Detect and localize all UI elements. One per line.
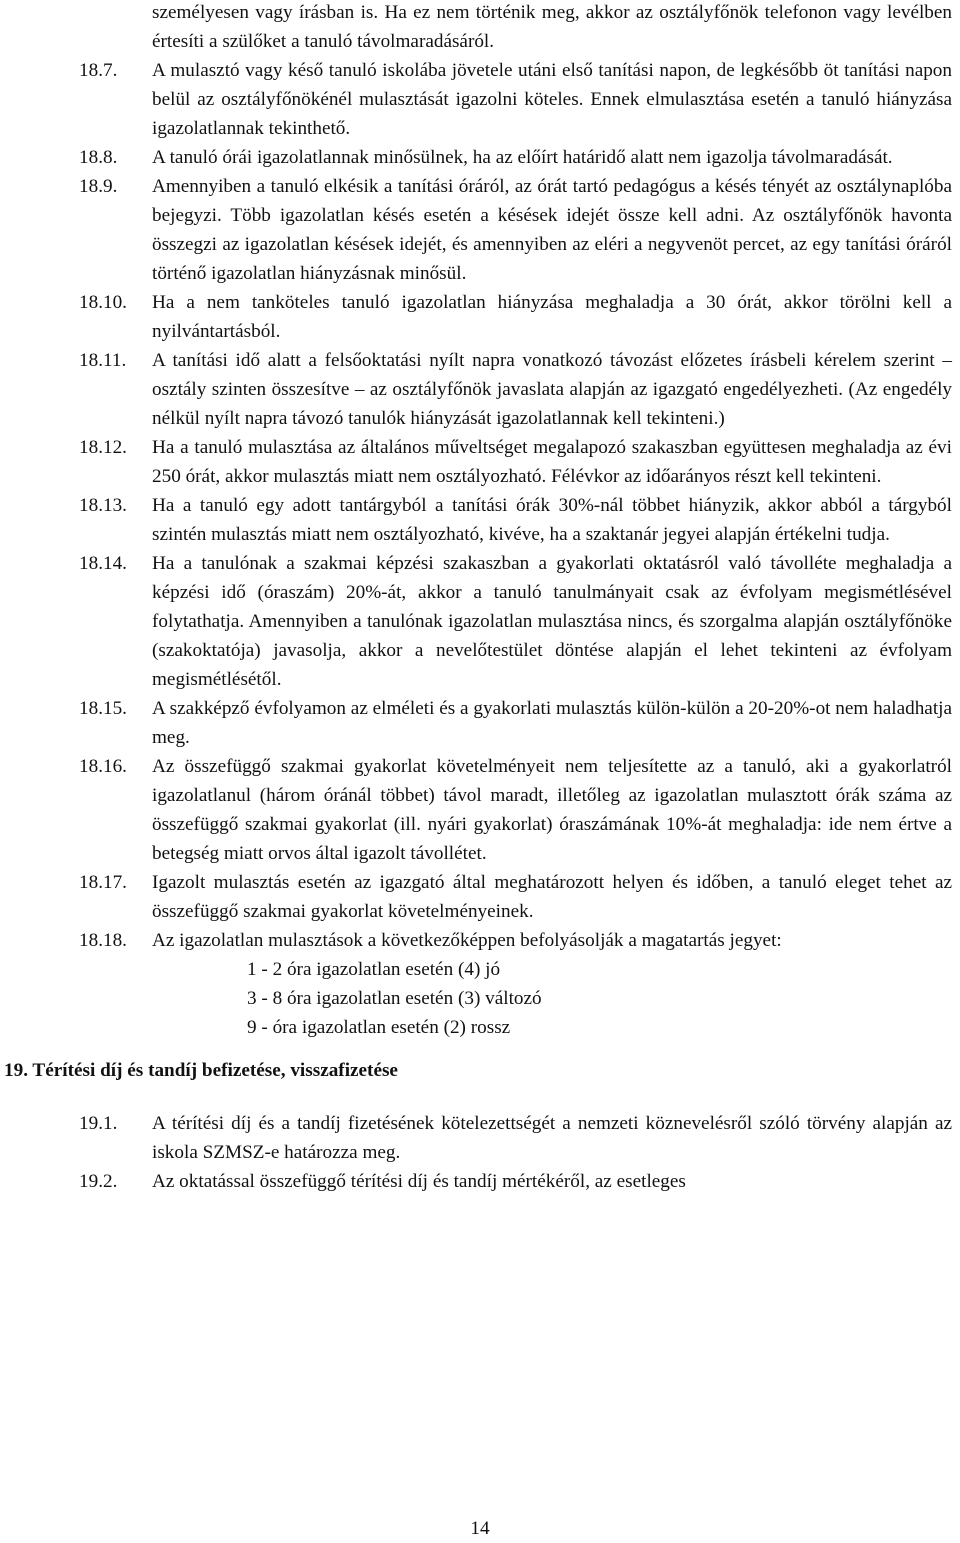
list-item bbox=[0, 346, 960, 433]
item-text: Ha a nem tanköteles tanuló igazolatlan hiányzása meghaladja a 30 órát, akkor törölni kell a nyilvántartásból. bbox=[152, 292, 952, 342]
list-item bbox=[0, 491, 960, 549]
grade-rule: 1 - 2 óra igazolatlan esetén (4) jó bbox=[247, 959, 501, 980]
item-text: Ha a tanuló egy adott tantárgyból a tanítási órák 30%-nál többet hiányzik, akkor abból a tárgyból szintén mulasztás miatt nem osztályozható, kivéve, ha a szaktanár jegyei alapján értékelni tudja. bbox=[152, 495, 952, 545]
item-text: A mulasztó vagy késő tanuló iskolába jövetele utáni első tanítási napon, de legkésőbb öt tanítási napon belül az osztályfőnökénél mulasztását igazolni köteles. Ennek elmulasztása esetén a tanuló hiányzása igazolatlannak tekinthető. bbox=[152, 60, 952, 139]
item-text: Ha a tanuló mulasztása az általános műveltséget megalapozó szakaszban együttesen meghaladja az évi 250 órát, akkor mulasztás miatt nem osztályozható. Félévkor az időarányos részt kell tekinteni. bbox=[152, 437, 952, 487]
item-text: A térítési díj és a tandíj fizetésének kötelezettségét a nemzeti köznevelésről szóló törvény alapján az iskola SZMSZ-e határozza meg. bbox=[152, 1113, 952, 1163]
list-item bbox=[0, 926, 960, 955]
list-item bbox=[0, 433, 960, 491]
item-number: 18.10. bbox=[79, 292, 127, 313]
item-number: 18.16. bbox=[79, 756, 127, 777]
item-number: 19.1. bbox=[79, 1113, 118, 1134]
item-text: Igazolt mulasztás esetén az igazgató által meghatározott helyen és időben, a tanuló eleget tehet az összefüggő szakmai gyakorlat követelményeinek. bbox=[152, 872, 952, 922]
list-item bbox=[0, 1109, 960, 1167]
item-number: 18.18. bbox=[79, 930, 127, 951]
list-item bbox=[0, 143, 960, 172]
section-heading: 19. Térítési díj és tandíj befizetése, visszafizetése bbox=[4, 1060, 398, 1081]
item-number: 18.7. bbox=[79, 60, 118, 81]
section-18-items bbox=[0, 56, 960, 955]
item-text: Az oktatással összefüggő térítési díj és tandíj mértékéről, az esetleges bbox=[152, 1171, 686, 1192]
grade-rule: 9 - óra igazolatlan esetén (2) rossz bbox=[247, 1017, 511, 1038]
item-text: Az igazolatlan mulasztások a következőképpen befolyásolják a magatartás jegyet: bbox=[152, 930, 782, 951]
grade-rules-list bbox=[0, 955, 960, 1042]
section-19-items bbox=[0, 1109, 960, 1196]
item-number: 18.9. bbox=[79, 176, 118, 197]
list-item bbox=[0, 56, 960, 143]
item-text: A tanuló órái igazolatlannak minősülnek, ha az előírt határidő alatt nem igazolja távolmaradását. bbox=[152, 147, 893, 168]
list-item bbox=[0, 868, 960, 926]
list-item bbox=[0, 1167, 960, 1196]
continuation-paragraph: személyesen vagy írásban is. Ha ez nem történik meg, akkor az osztályfőnök telefonon vagy levélben értesíti a szülőket a tanuló távolmaradásáról. bbox=[152, 2, 952, 52]
item-number: 18.8. bbox=[79, 147, 118, 168]
list-item bbox=[0, 752, 960, 868]
item-text: A tanítási idő alatt a felsőoktatási nyílt napra vonatkozó távozást előzetes írásbeli kérelem szerint – osztály szinten összesítve – az osztályfőnök javaslata alapján az igazgató engedélyezheti. (Az engedély nélkül nyílt napra távozó tanulók hiányzását igazolatlannak kell tekinteni.) bbox=[152, 350, 952, 429]
item-text: A szakképző évfolyamon az elméleti és a gyakorlati mulasztás külön-külön a 20-20%-ot nem haladhatja meg. bbox=[152, 698, 952, 748]
list-item bbox=[0, 172, 960, 288]
list-item bbox=[0, 694, 960, 752]
item-number: 18.13. bbox=[79, 495, 127, 516]
item-text: Az összefüggő szakmai gyakorlat követelményeit nem teljesítette az a tanuló, aki a gyakorlatról igazolatlanul (három óránál többet) távol maradt, illetőleg az igazolatlan mulasztott órák száma az összefüggő szakmai gyakorlat (ill. nyári gyakorlat) óraszámának 10%-át meghaladja: ide nem értve a betegség miatt orvos által igazolt távollétet. bbox=[152, 756, 952, 864]
item-number: 18.12. bbox=[79, 437, 127, 458]
item-number: 18.11. bbox=[79, 350, 127, 371]
page-number: 14 bbox=[470, 1518, 490, 1539]
item-number: 18.17. bbox=[79, 872, 127, 893]
list-item bbox=[0, 288, 960, 346]
item-text: Amennyiben a tanuló elkésik a tanítási óráról, az órát tartó pedagógus a késés tényét az osztálynaplóba bejegyzi. Több igazolatlan késés esetén a késések idejét össze kell adni. Az osztályfőnök havonta összegzi az igazolatlan késések idejét, és amennyiben az eléri a negyvenöt percet, az egy tanítási óráról történő igazolatlan hiányzásnak minősül. bbox=[152, 176, 952, 284]
grade-rule: 3 - 8 óra igazolatlan esetén (3) változó bbox=[247, 988, 542, 1009]
item-number: 18.14. bbox=[79, 553, 127, 574]
list-item bbox=[0, 549, 960, 694]
item-number: 19.2. bbox=[79, 1171, 118, 1192]
item-text: Ha a tanulónak a szakmai képzési szakaszban a gyakorlati oktatásról való távolléte meghaladja a képzési idő (óraszám) 20%-át, akkor a tanuló tanulmányait csak az évfolyam megismétlésével folytathatja. Amennyiben a tanulónak igazolatlan mulasztása nincs, és szorgalma alapján osztályfőnöke (szakoktatója) javasolja, akkor a nevelőtestület döntése alapján el lehet tekinteni az évfolyam megismétlésétől. bbox=[152, 553, 952, 690]
item-number: 18.15. bbox=[79, 698, 127, 719]
